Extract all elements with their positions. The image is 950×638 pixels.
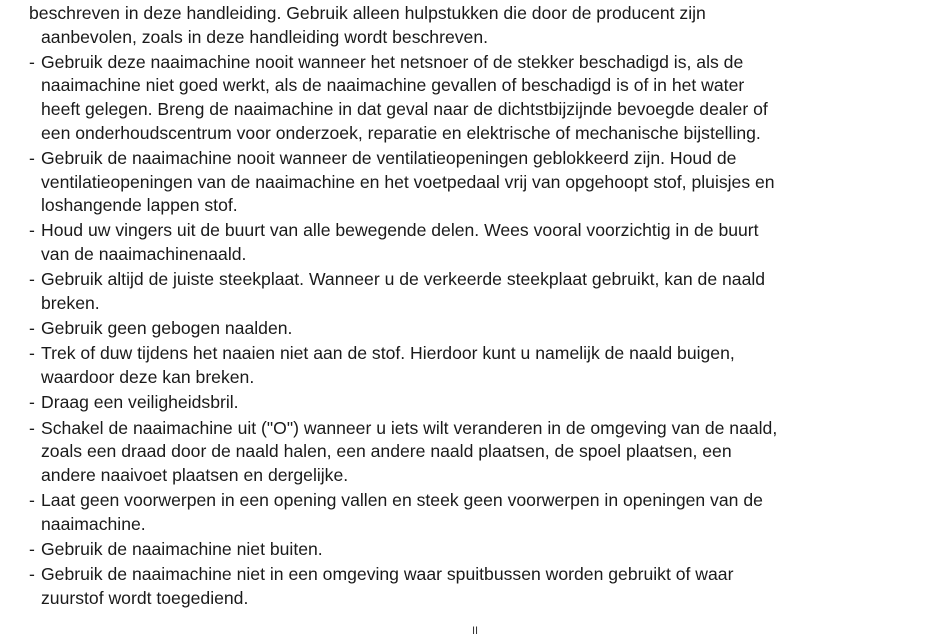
list-item-needle-plate <box>29 268 929 315</box>
list-bullet-dash: - <box>29 490 35 511</box>
list-item-line: een onderhoudscentrum voor onderzoek, reparatie en elektrische of mechanische bijstelling. <box>41 122 761 143</box>
list-item-outdoors <box>29 538 929 562</box>
page-number: II <box>471 625 479 637</box>
list-item-line: Draag een veiligheidsbril. <box>41 392 239 413</box>
list-item-line: Gebruik deze naaimachine nooit wanneer het netsnoer of de stekker beschadigd is, als de <box>41 51 744 72</box>
list-bullet-dash: - <box>29 51 35 72</box>
list-item-line: Houd uw vingers uit de buurt van alle bewegende delen. Wees vooral voorzichtig in de buurt <box>41 220 759 241</box>
list-bullet-dash: - <box>29 147 35 168</box>
list-item-line: waardoor deze kan breken. <box>41 367 255 388</box>
safety-instructions-list <box>29 2 929 612</box>
list-item-line: aanbevolen, zoals in deze handleiding wordt beschreven. <box>41 26 488 47</box>
list-item-switch-off <box>29 417 929 488</box>
list-item-line: Gebruik de naaimachine niet in een omgeving waar spuitbussen worden gebruikt of waar <box>41 564 734 585</box>
list-item-line: breken. <box>41 292 100 313</box>
list-item-line: heeft gelegen. Breng de naaimachine in dat geval naar de dichtstbijzijnde bevoegde dealer of <box>41 99 768 120</box>
list-item-line: Gebruik altijd de juiste steekplaat. Wanneer u de verkeerde steekplaat gebruikt, kan de naald <box>41 269 766 290</box>
list-item-line: loshangende lappen stof. <box>41 195 238 216</box>
list-item-openings <box>29 489 929 536</box>
list-item-line: Gebruik de naaimachine nooit wanneer de ventilatieopeningen geblokkeerd zijn. Houd de <box>41 147 737 168</box>
list-item-line: andere naaivoet plaatsen en dergelijke. <box>41 464 349 485</box>
list-bullet-dash: - <box>29 564 35 585</box>
list-bullet-dash: - <box>29 220 35 241</box>
list-bullet-dash: - <box>29 343 35 364</box>
list-bullet-dash: - <box>29 392 35 413</box>
list-item-bent-needles <box>29 317 929 341</box>
list-item-line: Trek of duw tijdens het naaien niet aan de stof. Hierdoor kunt u namelijk de naald buigen, <box>41 343 735 364</box>
list-bullet-dash: - <box>29 417 35 438</box>
list-bullet-dash: - <box>29 269 35 290</box>
list-item-moving-parts <box>29 219 929 266</box>
list-item-line: ventilatieopeningen van de naaimachine en het voetpedaal vrij van opgehoopt stof, pluisjes en <box>41 171 775 192</box>
list-bullet-dash: - <box>29 318 35 339</box>
list-item-line: Gebruik geen gebogen naalden. <box>41 318 293 339</box>
list-item-line: beschreven in deze handleiding. Gebruik alleen hulpstukken die door de producent zijn <box>29 3 706 23</box>
list-item-line: Laat geen voorwerpen in een opening vallen en steek geen voorwerpen in openingen van de <box>41 490 763 511</box>
list-item-line: naaimachine niet goed werkt, als de naaimachine gevallen of beschadigd is of in het water <box>41 75 745 96</box>
list-item-line: zoals een draad door de naald halen, een andere naald plaatsen, de spoel plaatsen, een <box>41 441 732 462</box>
list-item-line: naaimachine. <box>41 513 146 534</box>
list-item-line: zuurstof wordt toegediend. <box>41 587 249 608</box>
list-item-safety-glasses <box>29 391 929 415</box>
list-item-aerosols-oxygen <box>29 563 929 610</box>
list-item-pulling-fabric <box>29 342 929 389</box>
list-item-line: Schakel de naaimachine uit ("O") wanneer u iets wilt veranderen in de omgeving van de naald, <box>41 417 778 438</box>
list-item-line: van de naaimachinenaald. <box>41 244 247 264</box>
list-item-line: Gebruik de naaimachine niet buiten. <box>41 538 323 559</box>
list-bullet-dash: - <box>29 538 35 559</box>
list-item-ventilation <box>29 147 929 218</box>
list-item-damaged-cord <box>29 51 929 145</box>
list-item-continuation <box>29 2 929 49</box>
